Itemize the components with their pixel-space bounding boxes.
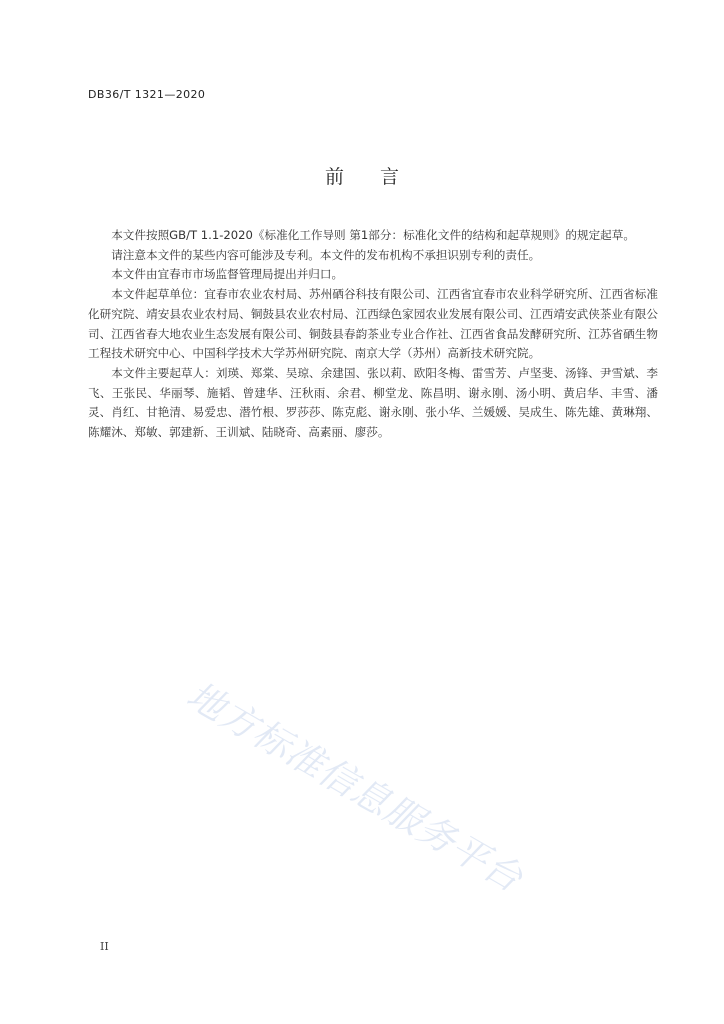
preface-body [88, 226, 658, 443]
page-title: 前言 [324, 166, 435, 188]
paragraph-patent-notice: 请注意本文件的某些内容可能涉及专利。本文件的发布机构不承担识别专利的责任。 [111, 247, 541, 262]
watermark: 地方标准信息服务平台 [179, 673, 531, 901]
paragraph-drafting-units: 本文件起草单位：宜春市农业农村局、苏州硒谷科技有限公司、江西省宜春市农业科学研究所、江西省标准化研究院、靖安县农业农村局、铜鼓县农业农村局、江西绿色家园农业发展有限公司、江西靖安武侠茶业有限公司、江西省春大地农业生态发展有限公司、铜鼓县春韵茶业专业合作社、江西省食品发酵研究所、江苏省硒生物工程技术研究中心、中国科学技术大学苏州研究院、南京大学（苏州）高新技术研究院。 [88, 287, 658, 361]
paragraph-drafting-rules: 本文件按照GB/T 1.1-2020《标准化工作导则 第1部分：标准化文件的结构和起草规则》的规定起草。 [111, 228, 635, 242]
paragraph-drafters: 本文件主要起草人：刘瑛、郑棠、吴琼、余建国、张以莉、欧阳冬梅、雷雪芳、卢坚斐、汤锋、尹雪斌、李飞、王张民、华丽琴、施韬、曾建华、汪秋雨、余君、柳堂龙、陈昌明、谢永刚、汤小明、黄启华、丰雪、潘灵、肖红、甘艳清、易爱忠、潜竹根、罗莎莎、陈克彪、谢永刚、张小华、兰媛媛、吴成生、陈先雄、黄琳翔、陈耀沐、郑敏、郭建新、王训斌、陆晓奇、高素丽、廖莎。 [88, 365, 658, 440]
document-code: DB36/T 1321—2020 [88, 88, 206, 101]
page-number: II [100, 940, 109, 953]
paragraph-proposer: 本文件由宜春市市场监督管理局提出并归口。 [111, 267, 344, 282]
